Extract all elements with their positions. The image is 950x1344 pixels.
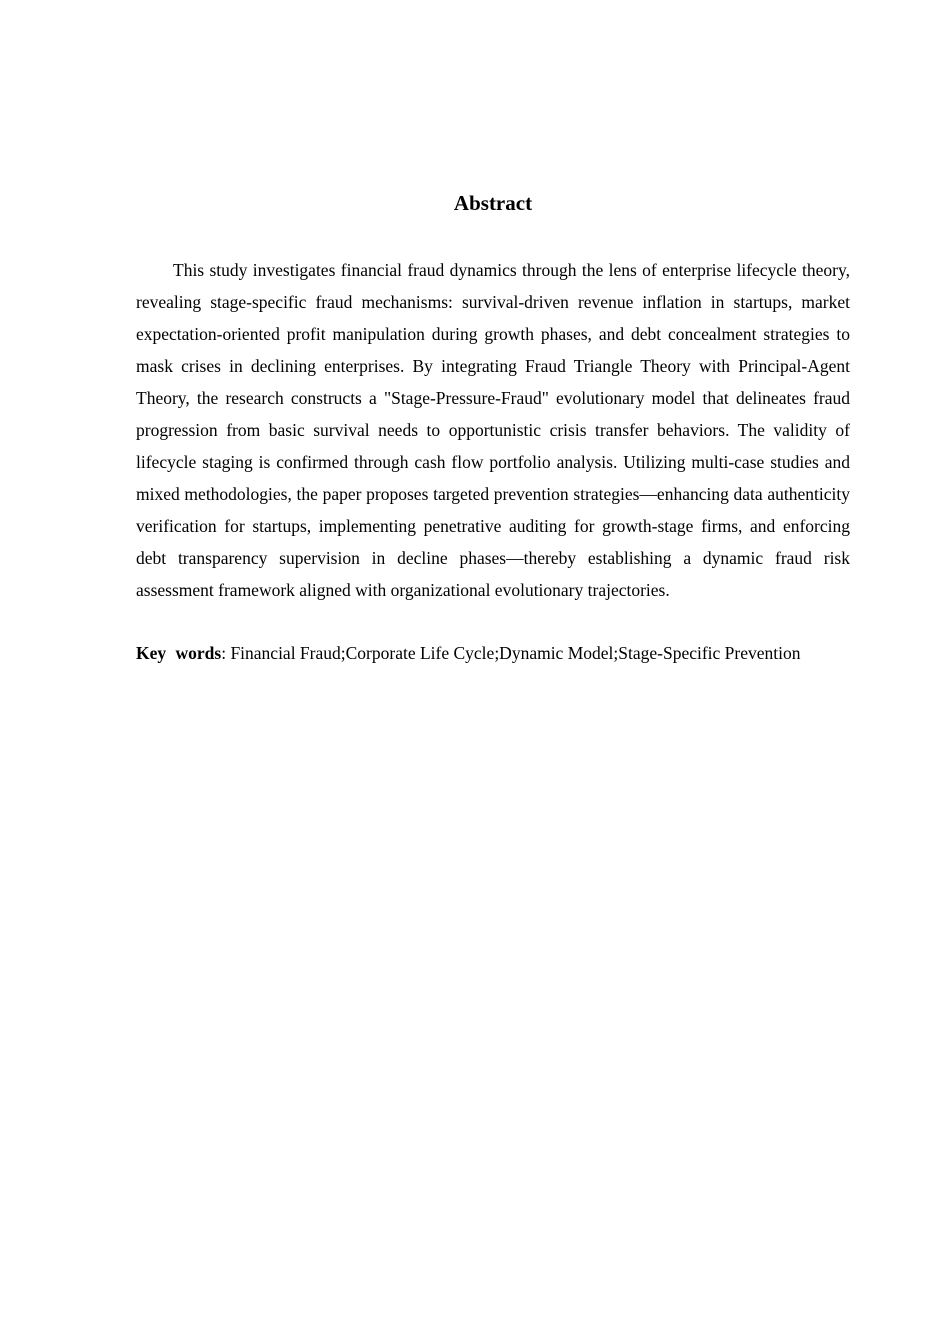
abstract-heading: Abstract xyxy=(453,191,533,215)
keywords-line xyxy=(136,637,850,669)
keywords-label: Key words xyxy=(136,643,222,664)
abstract-paragraph: This study investigates financial fraud dynamics through the lens of enterprise lifecycle theory, revealing stage-specific fraud mechanisms: survival-driven revenue inflation in startups, market expectation-oriented profit manipulation during growth phases, and debt concealment strategies to mask crises in declining enterprises. By integrating Fraud Triangle Theory with Principal-Agent Theory, the research constructs a "Stage-Pressure-Fraud" evolutionary model that delineates fraud progression from basic survival needs to opportunistic crisis transfer behaviors. The validity of lifecycle staging is confirmed through cash flow portfolio analysis. Utilizing multi-case studies and mixed methodologies, the paper proposes targeted prevention strategies—enhancing data authenticity verification for startups, implementing penetrative auditing for growth-stage firms, and enforcing debt transparency supervision in decline phases—thereby establishing a dynamic fraud risk assessment framework aligned with organizational evolutionary trajectories. xyxy=(136,260,850,601)
keywords-text: : Financial Fraud;Corporate Life Cycle;Dynamic Model;Stage-Specific Prevention xyxy=(221,643,801,664)
